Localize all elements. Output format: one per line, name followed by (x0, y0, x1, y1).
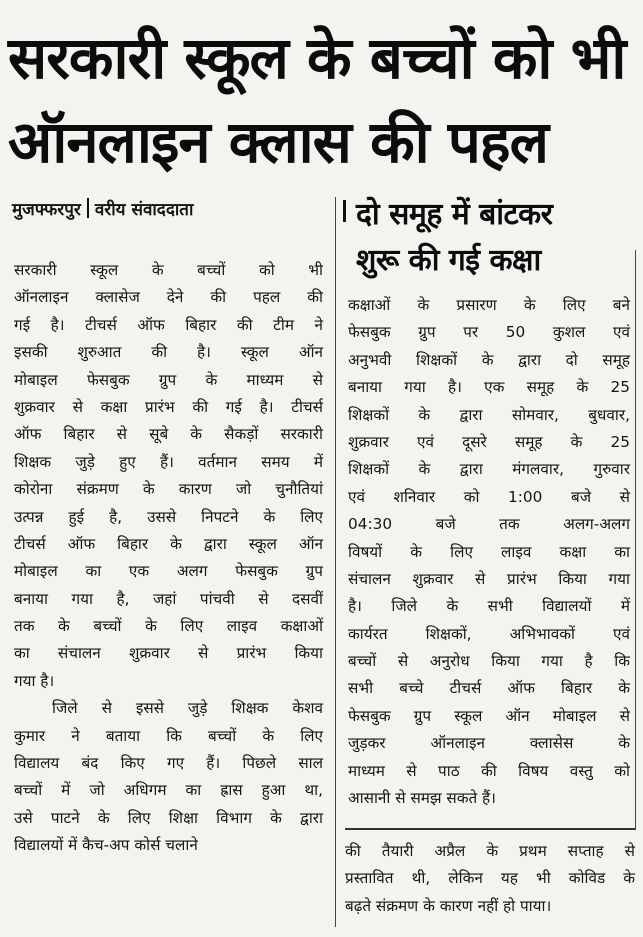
text-line: गया है। (14, 671, 55, 690)
byline-place: मुजफ्फरपुर (12, 200, 81, 220)
headline-line-1: सरकारी स्कूल के बच्चों को भी (8, 24, 626, 92)
byline (12, 197, 193, 220)
sidebar-marker-bar (343, 200, 346, 222)
text-line: गई है। टीचर्स ऑफ बिहार की टीम ने (14, 315, 323, 334)
headline-line-2: ऑनलाइन क्लास की पहल (8, 108, 548, 176)
text-line: फेसबुक ग्रुप पर 50 कुशल एवं (348, 323, 630, 342)
text-line: आसानी से समझ सकते हैं। (348, 789, 496, 808)
text-line: प्रस्तावित थी, लेकिन यह भी कोविड के (345, 869, 635, 888)
text-line: ऑनलाइन क्लासेज देने की पहल की (14, 288, 323, 307)
text-line: एवं शनिवार को 1:00 बजे से (348, 487, 630, 506)
text-line: कुमार ने बताया कि बच्चों के लिए (14, 726, 323, 745)
text-line: फेसबुक ग्रुप स्कूल ऑन मोबाइल से (348, 706, 630, 725)
text-line: कक्षाओं के प्रसारण के लिए बने (348, 296, 630, 314)
text-line: मोबाइल का एक अलग फेसबुक ग्रुप (14, 562, 323, 581)
text-line: कार्यरत शिक्षकों, अभिभावकों एवं (348, 624, 630, 643)
text-line: का संचालन शुक्रवार से प्रारंभ किया (14, 644, 323, 663)
text-line: शिक्षकों के द्वारा मंगलवार, गुरुवार (348, 460, 630, 479)
text-line: बच्चों में जो अधिगम का ह्रास हुआ था, (14, 781, 323, 800)
text-line: उसे पाटने के लिए शिक्षा विभाग के द्वारा (14, 808, 323, 827)
sidebar-headline (356, 192, 636, 284)
text-line: अनुभवी शिक्षकों के द्वारा दो समूह (348, 350, 630, 369)
text-line: बनाया गया है। एक समूह के 25 (348, 378, 630, 397)
text-line: है। जिले के सभी विद्यालयों में (348, 597, 630, 616)
text-line: टीचर्स ऑफ बिहार के द्वारा स्कूल ऑन (14, 534, 323, 553)
text-line: ऑफ बिहार से सूबे के सैकड़ों सरकारी (14, 425, 323, 444)
text-line: जुड़कर ऑनलाइन क्लासेस के (348, 734, 630, 753)
text-line: शिक्षकों के द्वारा सोमवार, बुधवार, (348, 405, 630, 424)
text-line: सरकारी स्कूल के बच्चों को भी (14, 261, 323, 279)
byline-reporter: वरीय संवाददाता (94, 200, 194, 220)
text-line: संचालन शुक्रवार से प्रारंभ किया गया (348, 569, 630, 588)
text-line: उत्पन्न हुई है, उससे निपटने के लिए (14, 507, 323, 526)
text-line: शिक्षक जुड़े हुए हैं। वर्तमान समय में (14, 452, 323, 471)
sidebar-right-border (635, 250, 636, 830)
text-line: शुक्रवार से कक्षा प्रारंभ की गई है। टीचर्स (14, 397, 323, 416)
byline-separator (87, 198, 89, 218)
text-line: माध्यम से पाठ की विषय वस्तु को (348, 761, 630, 780)
column-divider (335, 197, 336, 927)
text-line: मोबाइल फेसबुक ग्रुप के माध्यम से (14, 370, 323, 389)
text-line: विषयों के लिए लाइव कक्षा का (348, 542, 630, 561)
article-continuation (345, 838, 635, 920)
text-line: कोरोना संक्रमण के कारण जो चुनौतियां (14, 480, 323, 499)
text-line: जिले से इससे जुड़े शिक्षक केशव (52, 699, 323, 718)
sidebar-headline-line-2: शुरू की गई कक्षा (356, 243, 541, 278)
text-line: की तैयारी अप्रैल के प्रथम सप्ताह से (345, 842, 635, 860)
text-line: बढ़ते संक्रमण के कारण नहीं हो पाया। (345, 896, 552, 915)
text-line: शुक्रवार एवं दूसरे समूह के 25 (348, 432, 630, 451)
text-line: विद्यालयों में कैच-अप कोर्स चलाने (14, 836, 198, 855)
article-left-column (14, 257, 323, 860)
text-line: 04:30 बजे तक अलग-अलग (348, 515, 630, 534)
sidebar-bottom-border (345, 828, 635, 830)
text-line: विद्यालय बंद किए गए हैं। पिछले साल (14, 754, 323, 773)
text-line: तक के बच्चों के लिए लाइव कक्षाओं (14, 617, 323, 636)
text-line: बनाया गया है, जहां पांचवी से दसवीं (14, 589, 323, 608)
article-sidebar-column (348, 292, 630, 812)
text-line: इसकी शुरुआत की है। स्कूल ऑन (14, 343, 323, 362)
text-line: सभी बच्चे टीचर्स ऑफ बिहार के (348, 679, 630, 698)
sidebar-headline-line-1: दो समूह में बांटकर (356, 197, 553, 232)
text-line: बच्चों से अनुरोध किया गया है कि (348, 652, 630, 671)
